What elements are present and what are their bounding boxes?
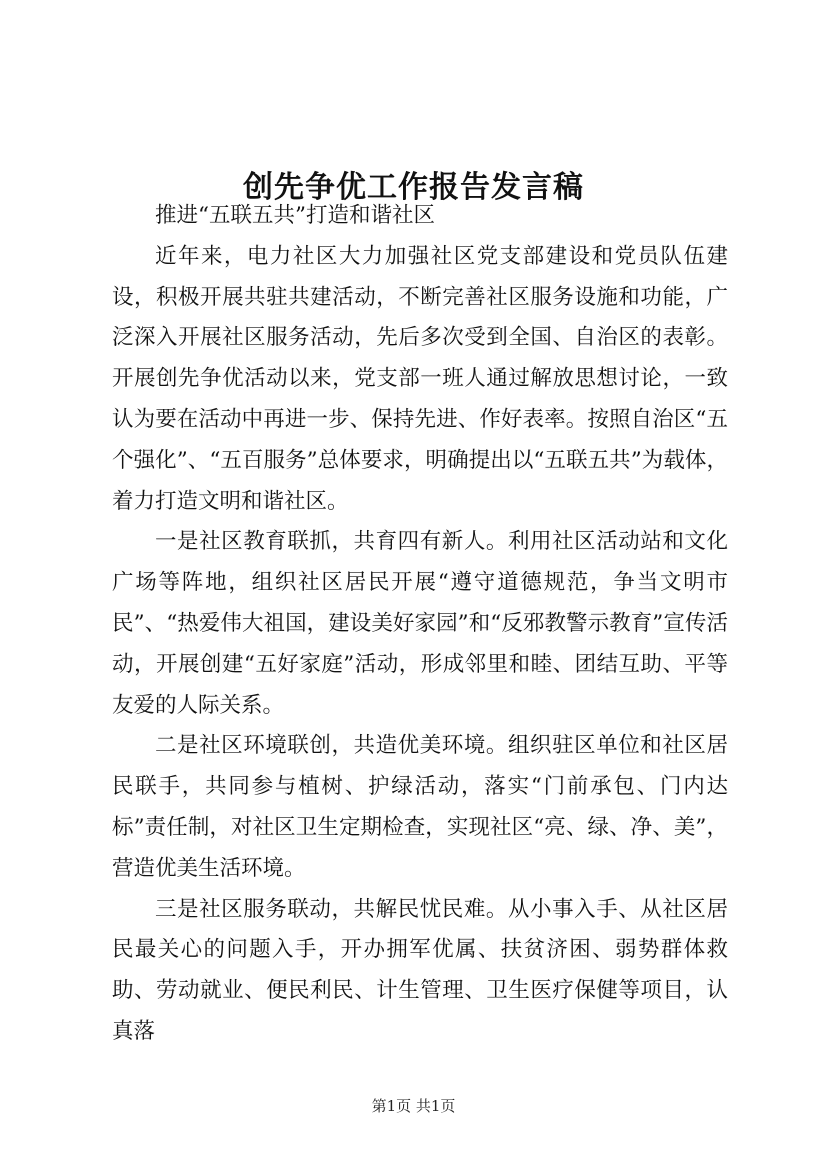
document-subtitle: 推进“五联五共”打造和谐社区 [155, 203, 435, 228]
paragraph-service: 三是社区服务联动，共解民忧民难。从小事入手、从社区居民最关心的问题入手，开办拥军优属、扶贫济困、弱势群体救助、劳动就业、便民利民、计生管理、卫生医疗保健等项目，认真落 [112, 896, 728, 1044]
document-body [112, 196, 728, 1053]
paragraph-environment: 二是社区环境联创，共造优美环境。组织驻区单位和社区居民联手，共同参与植树、护绿活动，落实“门前承包、门内达标”责任制，对社区卫生定期检查，实现社区“亮、绿、净、美”，营造优美生活环境。 [112, 733, 728, 881]
paragraph-intro: 近年来，电力社区大力加强社区党支部建设和党员队伍建设，积极开展共驻共建活动，不断完善社区服务设施和功能，广泛深入开展社区服务活动，先后多次受到全国、自治区的表彰。开展创先争优活动以来，党支部一班人通过解放思想讨论，一致认为要在活动中再进一步、保持先进、作好表率。按照自治区“五个强化”、“五百服务”总体要求，明确提出以“五联五共”为载体，着力打造文明和谐社区。 [112, 243, 728, 514]
page-footer: 第1页 共1页 [371, 1097, 456, 1115]
page-title: 创先争优工作报告发言稿 [243, 170, 584, 206]
paragraph-education: 一是社区教育联抓，共育四有新人。利用社区活动站和文化广场等阵地，组织社区居民开展“遵守道德规范，争当文明市民”、“热爱伟大祖国，建设美好家园”和“反邪教警示教育”宣传活动，开展创建“五好家庭”活动，形成邻里和睦、团结互助、平等友爱的人际关系。 [112, 529, 728, 718]
